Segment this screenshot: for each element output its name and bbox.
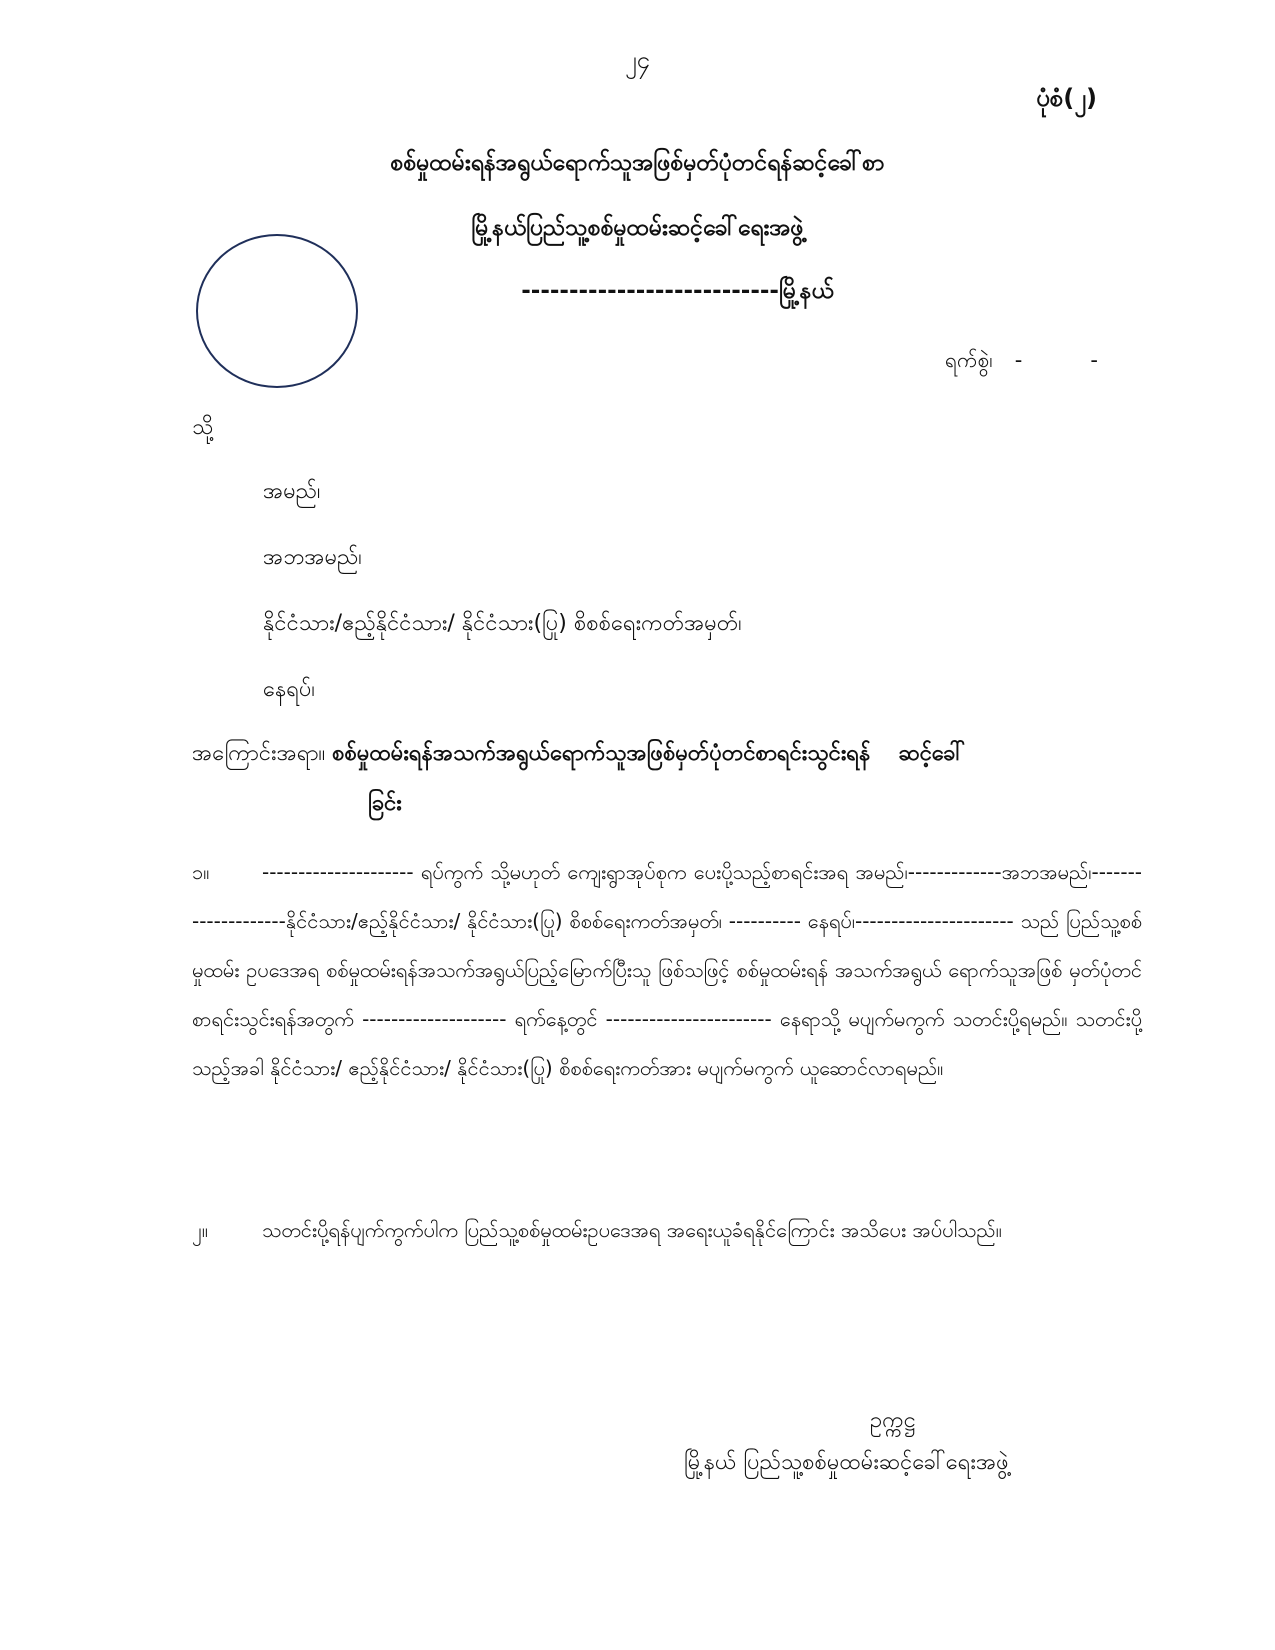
form-number: ပုံစံ(၂) [1036,84,1097,112]
paragraph-text: သတင်းပို့ရန်ပျက်ကွက်ပါက ပြည်သူ့စစ်မှုထမ်းဥပဒေအရ အရေးယူခံရနိုင်ကြောင်း အသိပေး အပ်ပါသည်။ [262,1218,1002,1242]
issuing-committee: မြို့နယ်ပြည်သူ့စစ်မှုထမ်းဆင့်ခေါ်ရေးအဖွဲ့ [471,215,804,241]
seal-circle [196,234,358,388]
subject-text-continued: ခြင်း [368,791,402,816]
paragraph-number: ၁။ [192,860,210,884]
date-line [945,347,1098,378]
date-separator: - [1014,348,1023,372]
addressee: သို့ [192,415,214,440]
page-number: ၂၄ [624,46,651,74]
subject-line [192,738,1142,771]
township-line: ---------------------------မြို့နယ် [521,278,834,304]
field-name: အမည်၊ [263,479,321,504]
subject-text: စစ်မှုထမ်းရန်အသက်အရွယ်ရောက်သူအဖြစ်မှတ်ပုံတင်စာရင်းသွင်းရန် [332,741,871,766]
subject-text-end: ဆင့်ခေါ် [898,741,966,766]
paragraph-number: ၂။ [192,1218,208,1242]
paragraph-1 [192,848,1142,1093]
paragraph-2 [192,1206,1142,1255]
date-label: ရက်စွဲ၊ [945,348,993,372]
paragraph-text: --------------------- ရပ်ကွက် သို့မဟုတ် ကျေးရွာအုပ်စုက ပေးပို့သည့်စာရင်းအရ အမည်၊-------------အဘအမည်၊--------------------နိုင်ငံသား/ဧည့်နိုင်ငံသား/ နိုင်ငံသား(ပြု) စိစစ်ရေးကတ်အမှတ်၊ ---------- နေရပ်၊---------------------- သည် ပြည်သူ့စစ်မှုထမ်း ဥပဒေအရ စစ်မှုထမ်းရန်အသက်အရွယ်ပြည့်မြောက်ပြီးသူ ဖြစ်သဖြင့် စစ်မှုထမ်းရန် အသက်အရွယ် ရောက်သူအဖြစ် မှတ်ပုံတင်စာရင်းသွင်းရန်အတွက် -------------------- ရက်နေ့တွင် ----------------------- နေရာသို့ မပျက်မကွက် သတင်းပို့ရမည်။ သတင်းပို့သည့်အခါ နိုင်ငံသား/ ဧည့်နိုင်ငံသား/ နိုင်ငံသား(ပြု) စိစစ်ရေးကတ်အား မပျက်မကွက် ယူဆောင်လာရမည်။ [192,860,1142,1080]
signature-body: မြို့နယ် ပြည်သူ့စစ်မှုထမ်းဆင့်ခေါ်ရေးအဖွဲ့ [684,1450,1009,1475]
document-title: စစ်မှုထမ်းရန်အရွယ်ရောက်သူအဖြစ်မှတ်ပုံတင်ရန်ဆင့်ခေါ်စာ [390,150,885,176]
field-address: နေရပ်၊ [263,677,315,702]
field-father-name: အဘအမည်၊ [263,545,362,570]
field-id-card: နိုင်ငံသား/ဧည့်နိုင်ငံသား/ နိုင်ငံသား(ပြု) စိစစ်ရေးကတ်အမှတ်၊ [263,611,742,636]
subject-label: အကြောင်းအရာ။ [192,741,326,766]
signature-title: ဥက္ကဋ္ဌ [870,1408,916,1433]
date-separator: - [1090,348,1098,372]
